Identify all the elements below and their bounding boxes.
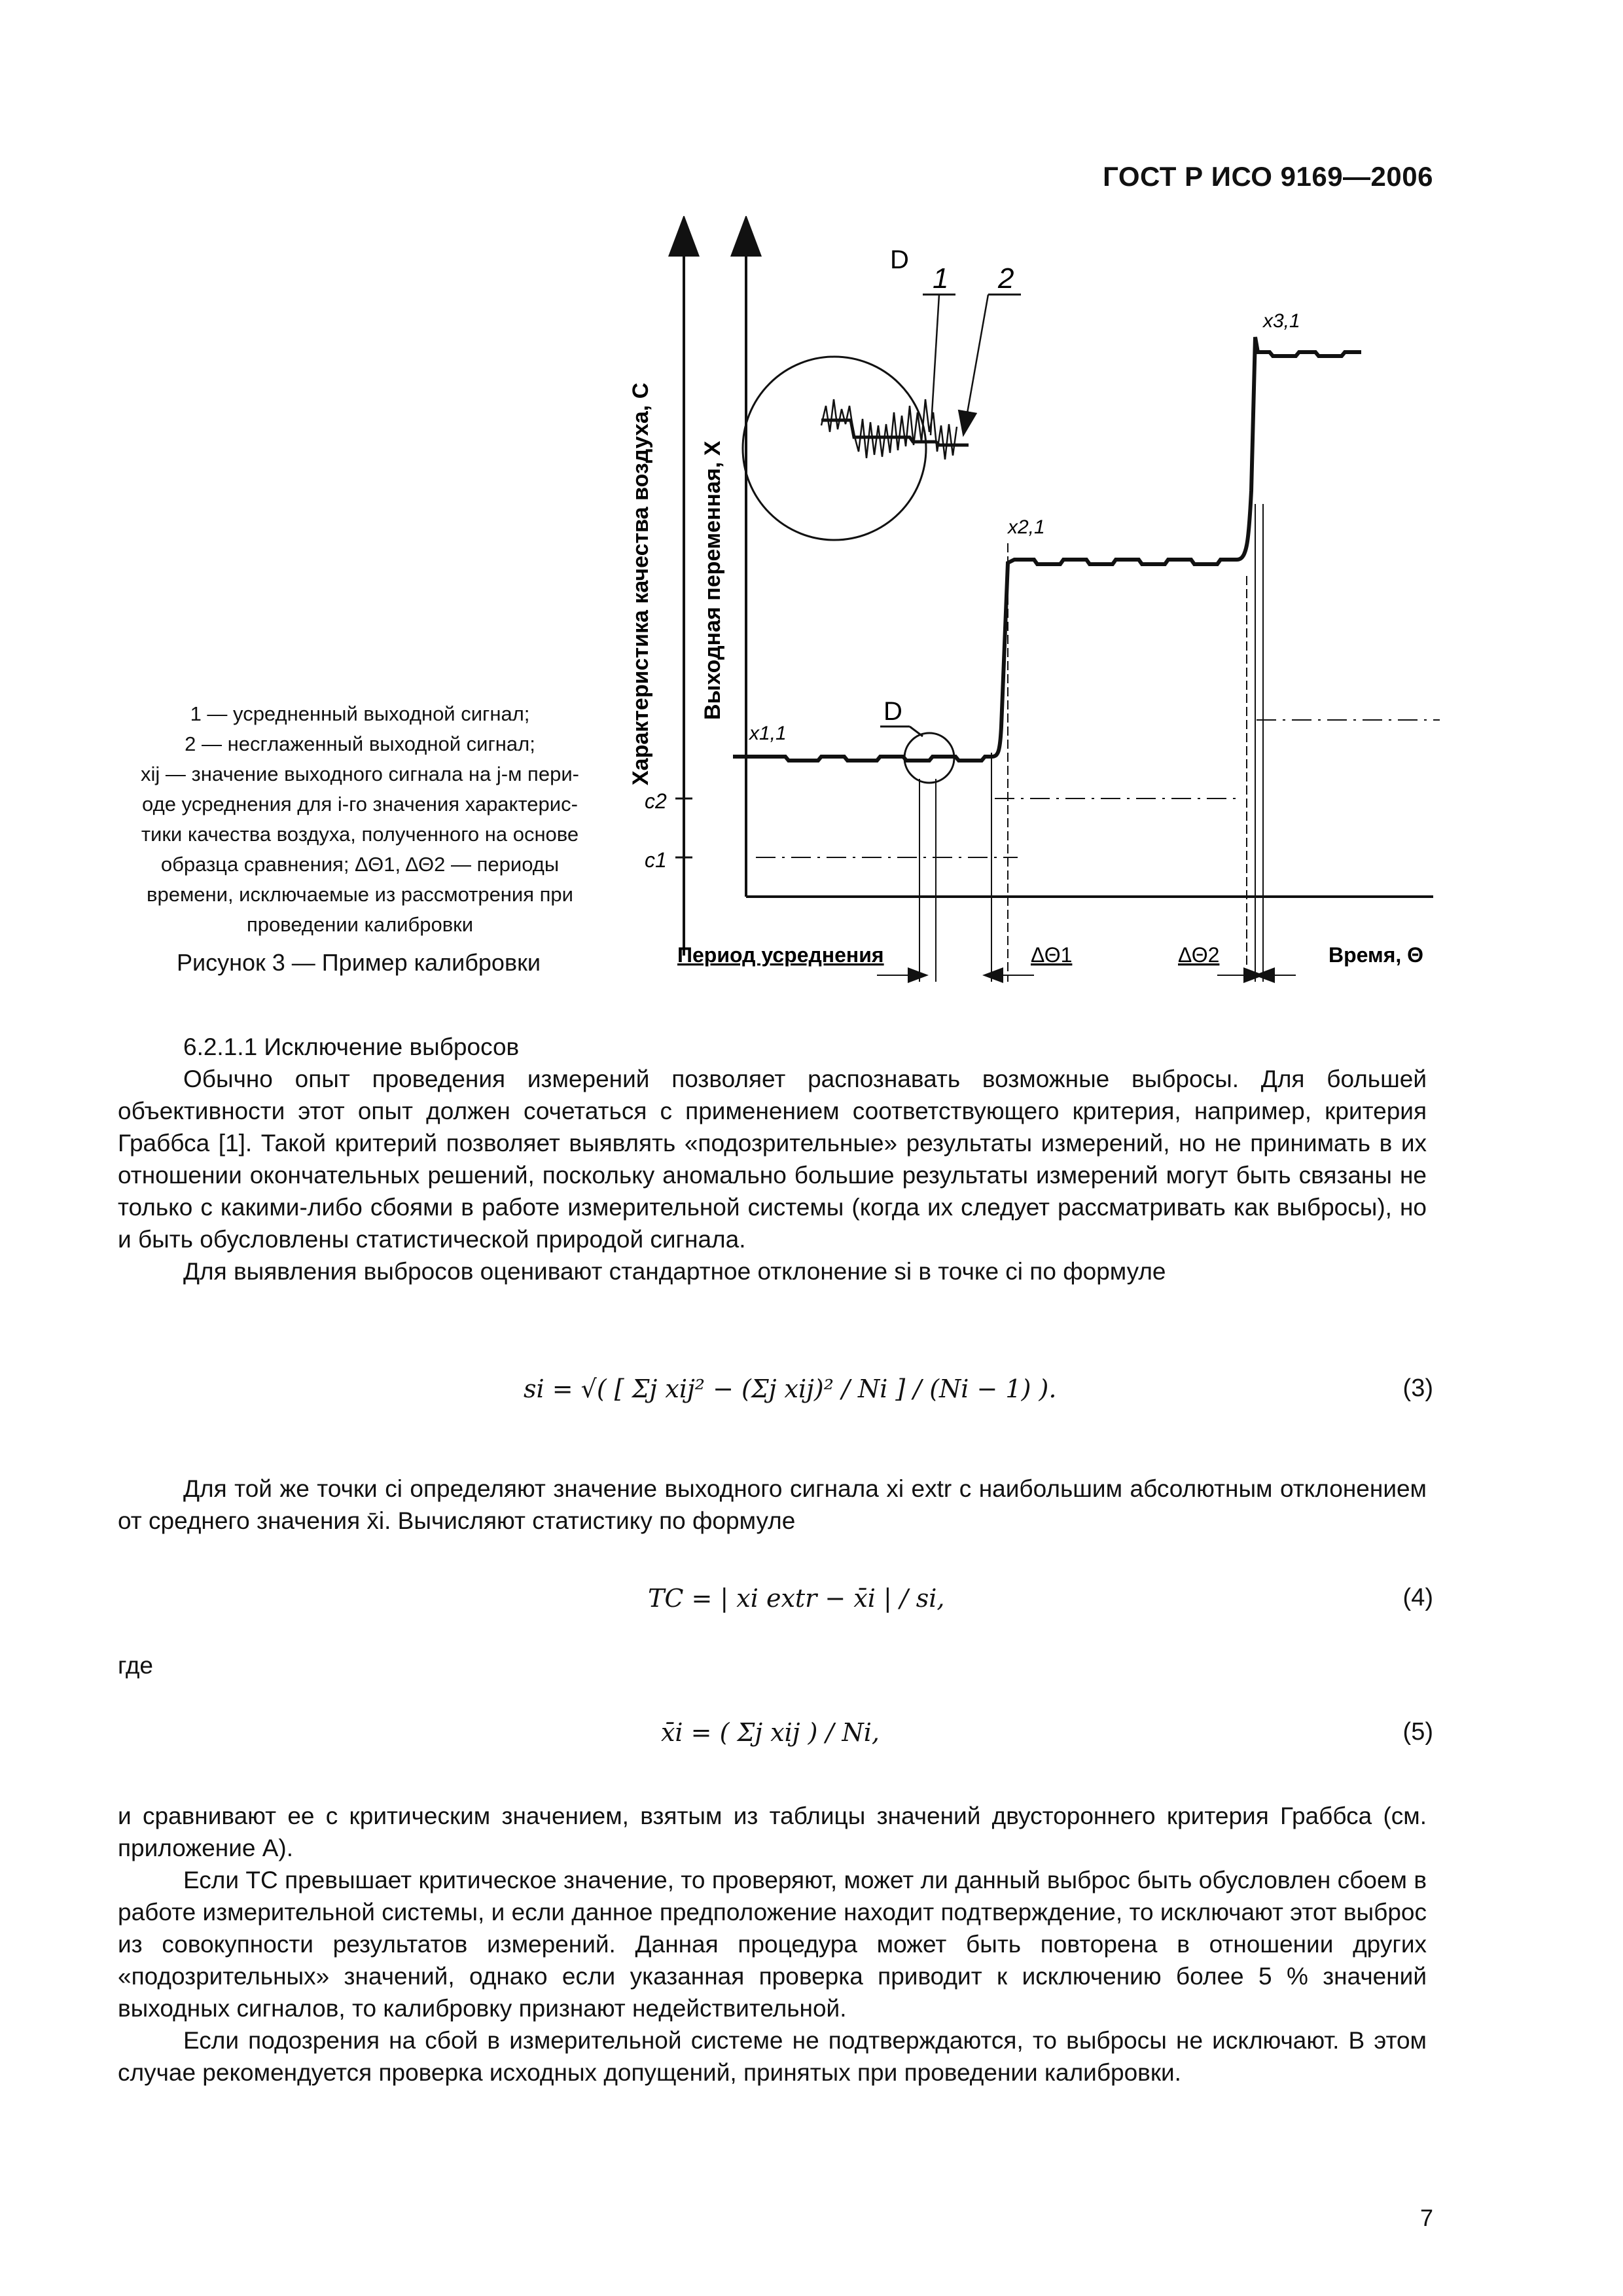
paragraph-2: Для выявления выбросов оценивают стандартное отклонение si в точке ci по формуле	[183, 1258, 1166, 1285]
legend-marker-2: 2	[998, 262, 1014, 295]
section-body-3	[118, 1800, 1427, 2089]
paragraph-3: Для той же точки ci определяют значение выходного сигнала xi extr с наибольшим абсолютным отклонением от среднего значения x̄i. Вычисляют статистику по формуле	[118, 1475, 1427, 1534]
dtheta2-label: ΔΘ2	[1178, 943, 1220, 967]
legend-line-8: проведении калибровки	[246, 913, 474, 936]
averaging-period-label: Период усреднения	[677, 943, 884, 967]
x-axis-label: Выходная переменная, X	[700, 440, 725, 720]
detail-d-label-top: D	[890, 245, 909, 274]
noisy-signal	[821, 399, 957, 459]
legend-line-1: 1 — усредненный выходной сигнал;	[190, 702, 530, 725]
paragraph-4: и сравнивают ее с критическим значением, взятым из таблицы значений двустороннего критерия Граббса (см. приложение А).	[118, 1803, 1427, 1861]
equation-3-number: (3)	[1402, 1374, 1433, 1402]
legend-line-5: тики качества воздуха, полученного на основе	[141, 823, 579, 846]
equation-5-number: (5)	[1402, 1718, 1433, 1746]
legend-line-3: xij — значение выходного сигнала на j-м пери-	[141, 762, 579, 785]
equation-4: ТС = | xi extr − x̄i | / si,	[648, 1584, 945, 1613]
x21-label: x2,1	[1008, 516, 1045, 538]
page-number: 7	[1419, 2204, 1433, 2231]
detail-d-label-bottom: D	[883, 697, 902, 726]
c1-label: c1	[645, 848, 667, 872]
legend-line-4: оде усреднения для i-го значения характерис-	[142, 793, 578, 816]
x11-label: x1,1	[749, 723, 787, 744]
x31-label: x3,1	[1263, 310, 1300, 332]
section-body-1	[118, 1031, 1427, 1287]
legend-line-7: времени, исключаемые из рассмотрения при	[147, 883, 573, 906]
legend-marker-1: 1	[933, 262, 949, 295]
figure-caption: Рисунок 3 — Пример калибровки	[177, 949, 541, 976]
equation-4-number: (4)	[1402, 1584, 1433, 1611]
c-axis-label: Характеристика качества воздуха, C	[628, 382, 653, 785]
equation-3: si = √( [ Σj xij² − (Σj xij)² / Ni ] / (Ni − 1) ).	[524, 1374, 1057, 1403]
averaged-signal	[733, 337, 1361, 761]
section-title: 6.2.1.1 Исключение выбросов	[183, 1033, 520, 1060]
dtheta1-label: ΔΘ1	[1031, 943, 1073, 967]
c2-label: c2	[645, 789, 667, 813]
calibration-figure	[589, 216, 1440, 988]
document-header: ГОСТ Р ИСО 9169—2006	[1103, 161, 1433, 192]
figure-legend	[118, 699, 602, 940]
where-label: где	[118, 1652, 154, 1679]
paragraph-1: Обычно опыт проведения измерений позволяет распознавать возможные выбросы. Для большей объективности этот опыт должен сочетаться с применением соответствующего критерия, например, критерия Граббса [1]. Такой критерий позволяет выявлять «подозрительные» результаты измерений, но не принимать в их отношении окончательных решений, поскольку аномально большие результаты измерений могут быть связаны не только с какими-либо сбоями в работе измерительной системы (когда их следует рассматривать как выбросы), но и быть обусловлены статистической природой сигнала.	[118, 1066, 1427, 1253]
equation-5: x̄i = ( Σj xij ) / Ni,	[661, 1718, 880, 1747]
paragraph-5: Если ТС превышает критическое значение, то проверяют, может ли данный выброс быть обусловлен сбоем в работе измерительной системы, и если данное предположение находит подтверждение, то исключают этот выброс из совокупности результатов измерений. Данная процедура может быть повторена в отношении других «подозрительных» значений, однако если указанная проверка приводит к исключению более 5 % значений выходных сигналов, то калибровку признают недействительной.	[118, 1867, 1427, 2022]
legend-line-6: образца сравнения; ΔΘ1, ΔΘ2 — периоды	[160, 853, 560, 876]
paragraph-6: Если подозрения на сбой в измерительной системе не подтверждаются, то выбросы не исключают. В этом случае рекомендуется проверка исходных допущений, принятых при проведении калибровки.	[118, 2027, 1427, 2086]
time-axis-label: Время, Θ	[1329, 943, 1424, 967]
section-body-2	[118, 1473, 1427, 1537]
legend-line-2: 2 — несглаженный выходной сигнал;	[185, 732, 535, 755]
